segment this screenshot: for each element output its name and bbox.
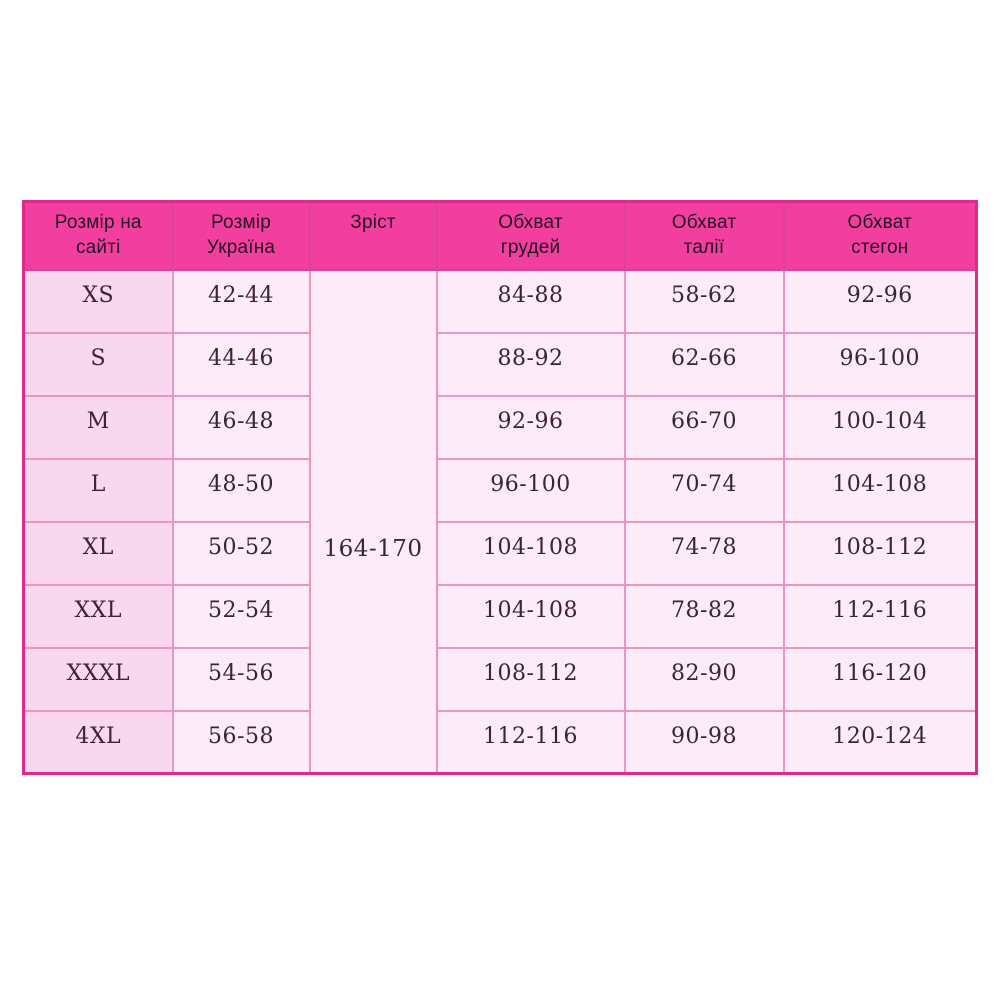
header-hips-line1: Обхват <box>847 212 912 233</box>
header-height <box>310 202 437 270</box>
cell-waist: 78-82 <box>625 585 784 648</box>
header-size-ukraine-line1: Розмір <box>211 212 271 233</box>
cell-waist: 58-62 <box>625 270 784 333</box>
cell-site-size: L <box>24 459 173 522</box>
header-height-line1: Зріст <box>350 212 396 233</box>
cell-waist: 70-74 <box>625 459 784 522</box>
cell-hips: 116-120 <box>784 648 977 711</box>
table-row-4xl <box>24 711 977 774</box>
header-hips-line2: стегон <box>851 237 909 258</box>
cell-chest: 88-92 <box>437 333 625 396</box>
table-row-xxxl <box>24 648 977 711</box>
cell-ua-size: 48-50 <box>173 459 310 522</box>
cell-hips: 120-124 <box>784 711 977 774</box>
cell-waist: 90-98 <box>625 711 784 774</box>
cell-hips: 104-108 <box>784 459 977 522</box>
header-chest-line2: грудей <box>500 237 561 258</box>
cell-waist: 74-78 <box>625 522 784 585</box>
cell-chest: 84-88 <box>437 270 625 333</box>
header-size-ukraine-line2: Україна <box>206 237 276 258</box>
cell-ua-size: 46-48 <box>173 396 310 459</box>
cell-site-size: S <box>24 333 173 396</box>
cell-ua-size: 50-52 <box>173 522 310 585</box>
cell-chest: 112-116 <box>437 711 625 774</box>
cell-hips: 96-100 <box>784 333 977 396</box>
header-size-site-line1: Розмір на <box>54 212 142 233</box>
header-row <box>24 202 977 270</box>
header-waist <box>625 202 784 270</box>
cell-hips: 112-116 <box>784 585 977 648</box>
size-chart-table <box>22 200 978 775</box>
cell-site-size: M <box>24 396 173 459</box>
cell-height-merged: 164-170 <box>310 270 437 774</box>
cell-site-size: 4XL <box>24 711 173 774</box>
cell-hips: 100-104 <box>784 396 977 459</box>
cell-site-size: XXXL <box>24 648 173 711</box>
cell-chest: 108-112 <box>437 648 625 711</box>
cell-ua-size: 42-44 <box>173 270 310 333</box>
cell-chest: 96-100 <box>437 459 625 522</box>
table-row-l <box>24 459 977 522</box>
cell-chest: 104-108 <box>437 585 625 648</box>
header-hips <box>784 202 977 270</box>
header-chest-line1: Обхват <box>498 212 563 233</box>
cell-site-size: XL <box>24 522 173 585</box>
header-size-site-line2: сайті <box>75 237 121 258</box>
table-row-s <box>24 333 977 396</box>
cell-site-size: XS <box>24 270 173 333</box>
cell-hips: 108-112 <box>784 522 977 585</box>
header-waist-line2: талії <box>683 237 725 258</box>
table-row-xxl <box>24 585 977 648</box>
cell-waist: 62-66 <box>625 333 784 396</box>
table-row-m <box>24 396 977 459</box>
cell-site-size: XXL <box>24 585 173 648</box>
cell-ua-size: 54-56 <box>173 648 310 711</box>
size-chart-container <box>22 200 978 775</box>
cell-ua-size: 44-46 <box>173 333 310 396</box>
cell-hips: 92-96 <box>784 270 977 333</box>
cell-chest: 92-96 <box>437 396 625 459</box>
cell-waist: 82-90 <box>625 648 784 711</box>
cell-waist: 66-70 <box>625 396 784 459</box>
table-row-xl <box>24 522 977 585</box>
header-size-site <box>24 202 173 270</box>
table-row-xs <box>24 270 977 333</box>
header-chest <box>437 202 625 270</box>
cell-chest: 104-108 <box>437 522 625 585</box>
header-size-ukraine <box>173 202 310 270</box>
header-waist-line1: Обхват <box>671 212 737 233</box>
cell-ua-size: 52-54 <box>173 585 310 648</box>
cell-ua-size: 56-58 <box>173 711 310 774</box>
